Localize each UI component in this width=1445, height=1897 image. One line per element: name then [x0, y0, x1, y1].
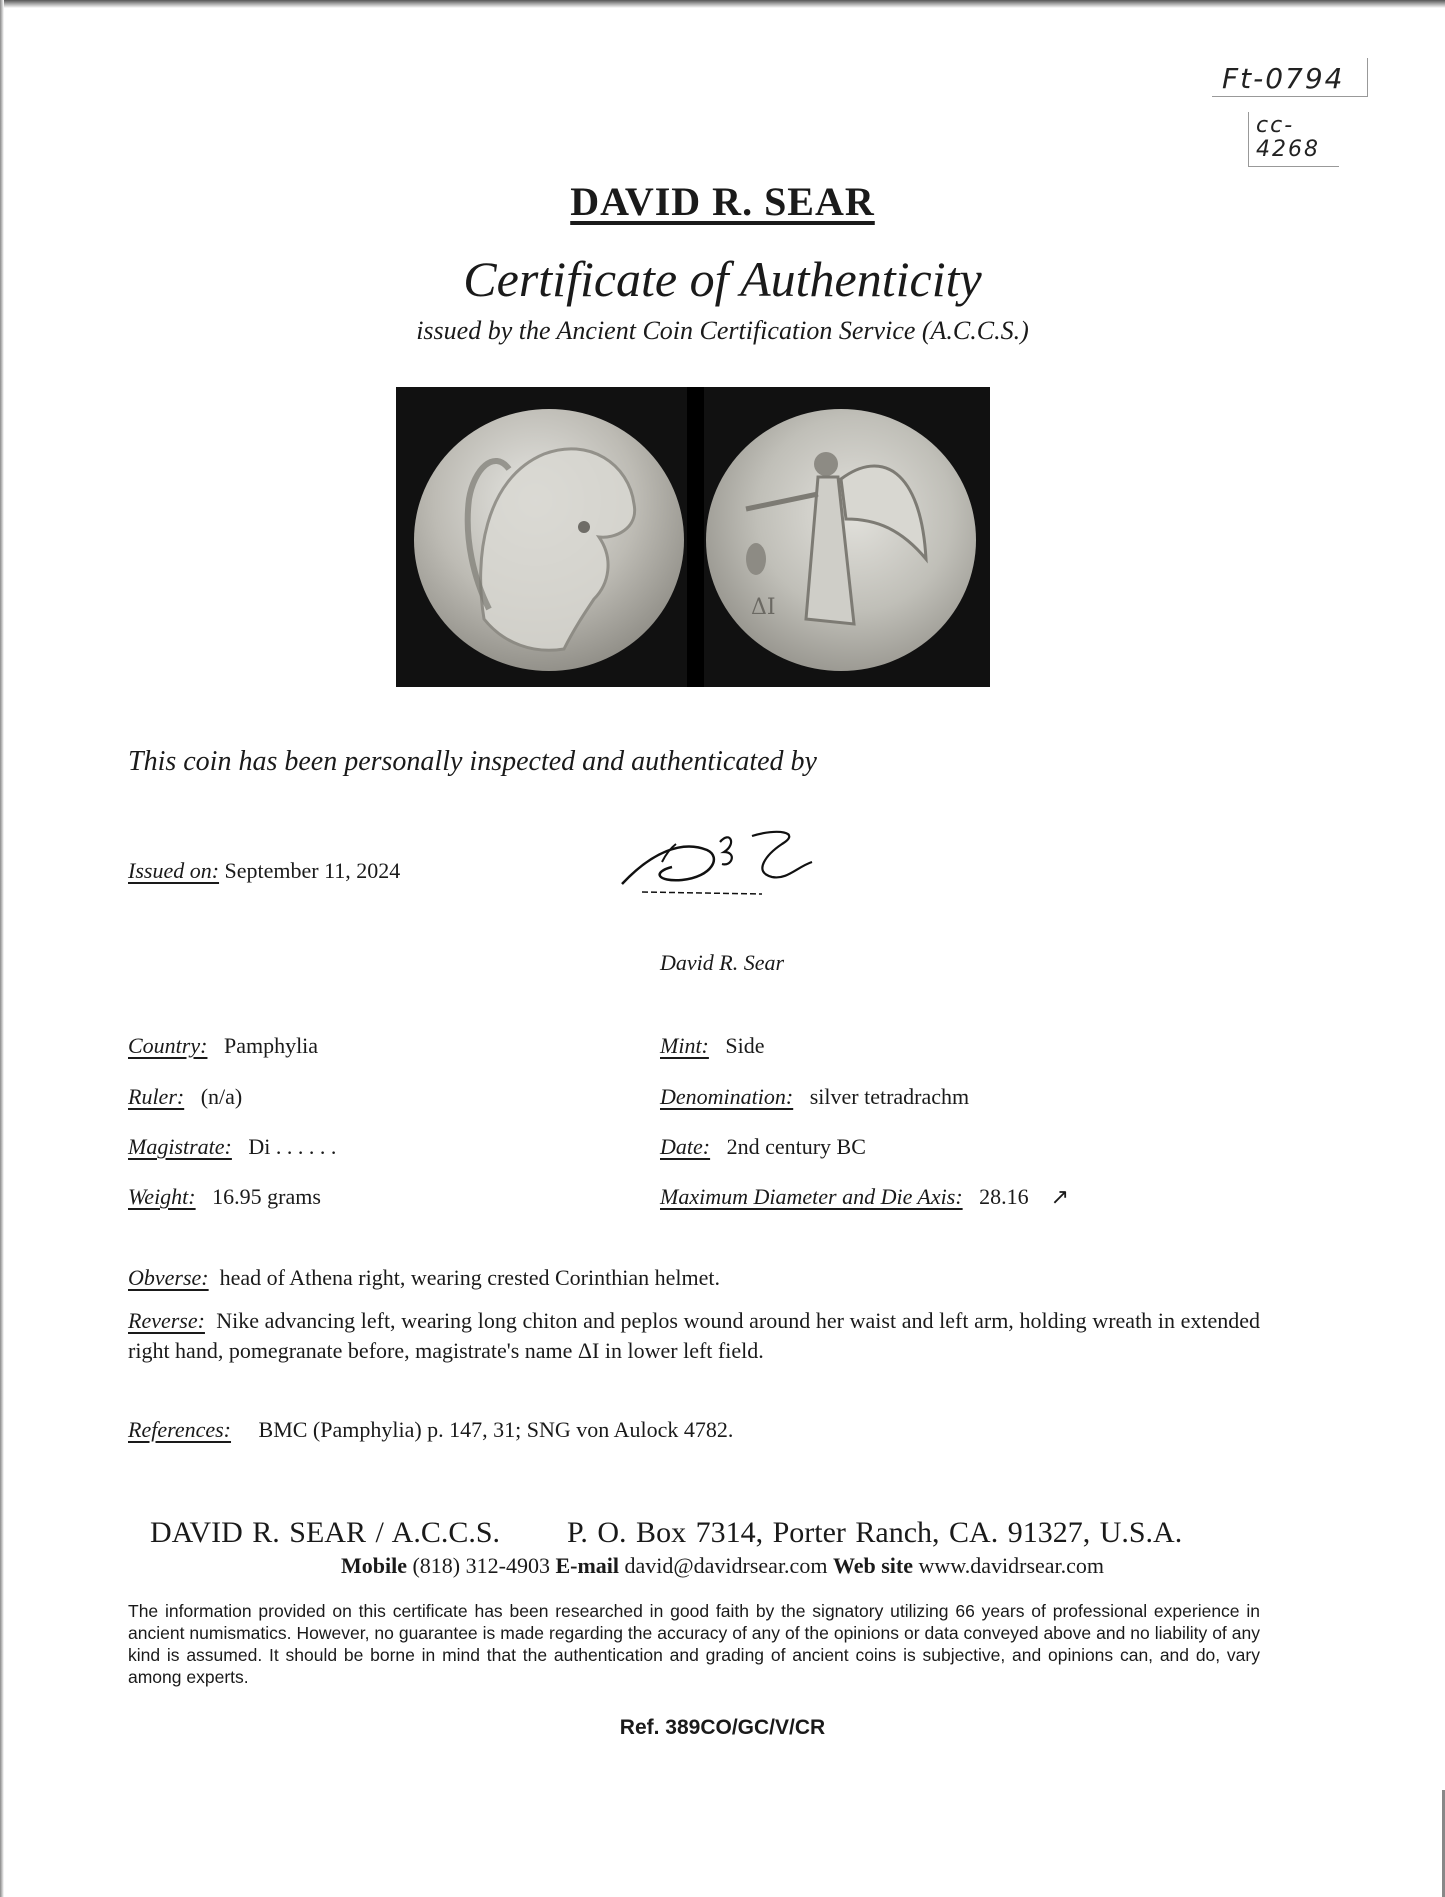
reverse-label: Reverse:: [128, 1308, 205, 1333]
website-url: www.davidrsear.com: [918, 1553, 1105, 1578]
handwritten-cc-line1: cc-: [1256, 113, 1295, 138]
website-label: Web site: [832, 1553, 913, 1578]
disclaimer: The information provided on this certificate has been researched in good faith by the signatory utilizing 66 years of professional experience in ancient numismatics. However, no guarantee is made regarding the accuracy of any of the opinions or data conveyed above and no liability of any kind is assumed. It should be borne in mind that the authentication and grading of ancient coins is subjective, and opinions can, and do, vary among experts.: [128, 1601, 1260, 1687]
coin-reverse-image: [706, 409, 976, 671]
denomination-label: Denomination:: [660, 1084, 794, 1109]
footer-contact-line: [0, 1553, 1445, 1579]
date-row: [660, 1134, 866, 1160]
diameter-row: [660, 1184, 1069, 1210]
mint-value: Side: [725, 1033, 765, 1058]
ruler-row: [128, 1084, 242, 1110]
country-value: Pamphylia: [223, 1033, 319, 1058]
mint-row: [660, 1033, 765, 1059]
reverse-description: [128, 1306, 1260, 1366]
obverse-label: Obverse:: [128, 1265, 209, 1290]
die-axis-arrow-icon: ↗: [1050, 1184, 1070, 1209]
signature: [612, 822, 832, 907]
country-label: Country:: [128, 1033, 208, 1058]
mobile-label: Mobile: [340, 1553, 407, 1578]
issued-by-line: issued by the Ancient Coin Certification Service (A.C.C.S.): [416, 316, 1029, 345]
svg-text:ΔI: ΔI: [751, 595, 776, 620]
country-row: [128, 1033, 318, 1059]
denomination-row: [660, 1084, 969, 1110]
date-value: 2nd century BC: [726, 1134, 866, 1159]
reference-code: Ref. 389CO/GC/V/CR: [619, 1716, 826, 1739]
handwritten-cc-number: [1256, 114, 1320, 162]
diameter-label: Maximum Diameter and Die Axis:: [660, 1184, 963, 1209]
weight-value: 16.95 grams: [212, 1184, 321, 1209]
certificate-title: Certificate of Authenticity: [463, 251, 982, 307]
mobile-number: (818) 312-4903: [412, 1553, 550, 1578]
obverse-description: [128, 1263, 1260, 1293]
footer-org: DAVID R. SEAR / A.C.C.S.: [150, 1516, 501, 1549]
obverse-text: head of Athena right, wearing crested Corinthian helmet.: [219, 1265, 720, 1290]
diameter-value: 28.16: [979, 1184, 1029, 1209]
mint-label: Mint:: [660, 1033, 709, 1058]
magistrate-value: Di . . . . . .: [248, 1134, 337, 1159]
handwritten-cc-line2: 4268: [1256, 137, 1320, 162]
weight-label: Weight:: [128, 1184, 196, 1209]
ruler-value: (n/a): [200, 1084, 243, 1109]
denomination-value: silver tetradrachm: [809, 1084, 970, 1109]
scan-top-edge: [0, 0, 1445, 8]
magistrate-row: [128, 1134, 336, 1160]
issuer-name: DAVID R. SEAR: [570, 179, 875, 224]
footer-address: P. O. Box 7314, Porter Ranch, CA. 91327, U.S.A.: [567, 1516, 1183, 1549]
magistrate-label: Magistrate:: [128, 1134, 232, 1159]
email-address: david@davidrsear.com: [624, 1553, 828, 1578]
signatory-name: David R. Sear: [660, 950, 785, 975]
authentication-statement: This coin has been personally inspected and authenticated by: [128, 746, 817, 777]
handwritten-inventory-number: Ft-0794: [1222, 62, 1345, 95]
coin-photo: [396, 387, 990, 687]
issued-on-value: September 11, 2024: [224, 858, 401, 883]
issued-on-row: [128, 858, 400, 884]
photo-divider: [687, 387, 704, 687]
coin-obverse-image: [414, 409, 684, 671]
references-text: BMC (Pamphylia) p. 147, 31; SNG von Aulock 4782.: [258, 1417, 734, 1442]
ruler-label: Ruler:: [128, 1084, 185, 1109]
references-row: [128, 1417, 733, 1443]
reverse-text: Nike advancing left, wearing long chiton and peplos wound around her waist and left arm, holding wreath in extended right hand, pomegranate before, magistrate's name ΔI in lower left field.: [128, 1308, 1261, 1363]
weight-row: [128, 1184, 321, 1210]
date-label: Date:: [660, 1134, 711, 1159]
references-label: References:: [128, 1417, 232, 1442]
footer-address-line: [150, 1516, 1182, 1550]
issued-on-label: Issued on:: [128, 858, 220, 883]
email-label: E-mail: [555, 1553, 620, 1578]
